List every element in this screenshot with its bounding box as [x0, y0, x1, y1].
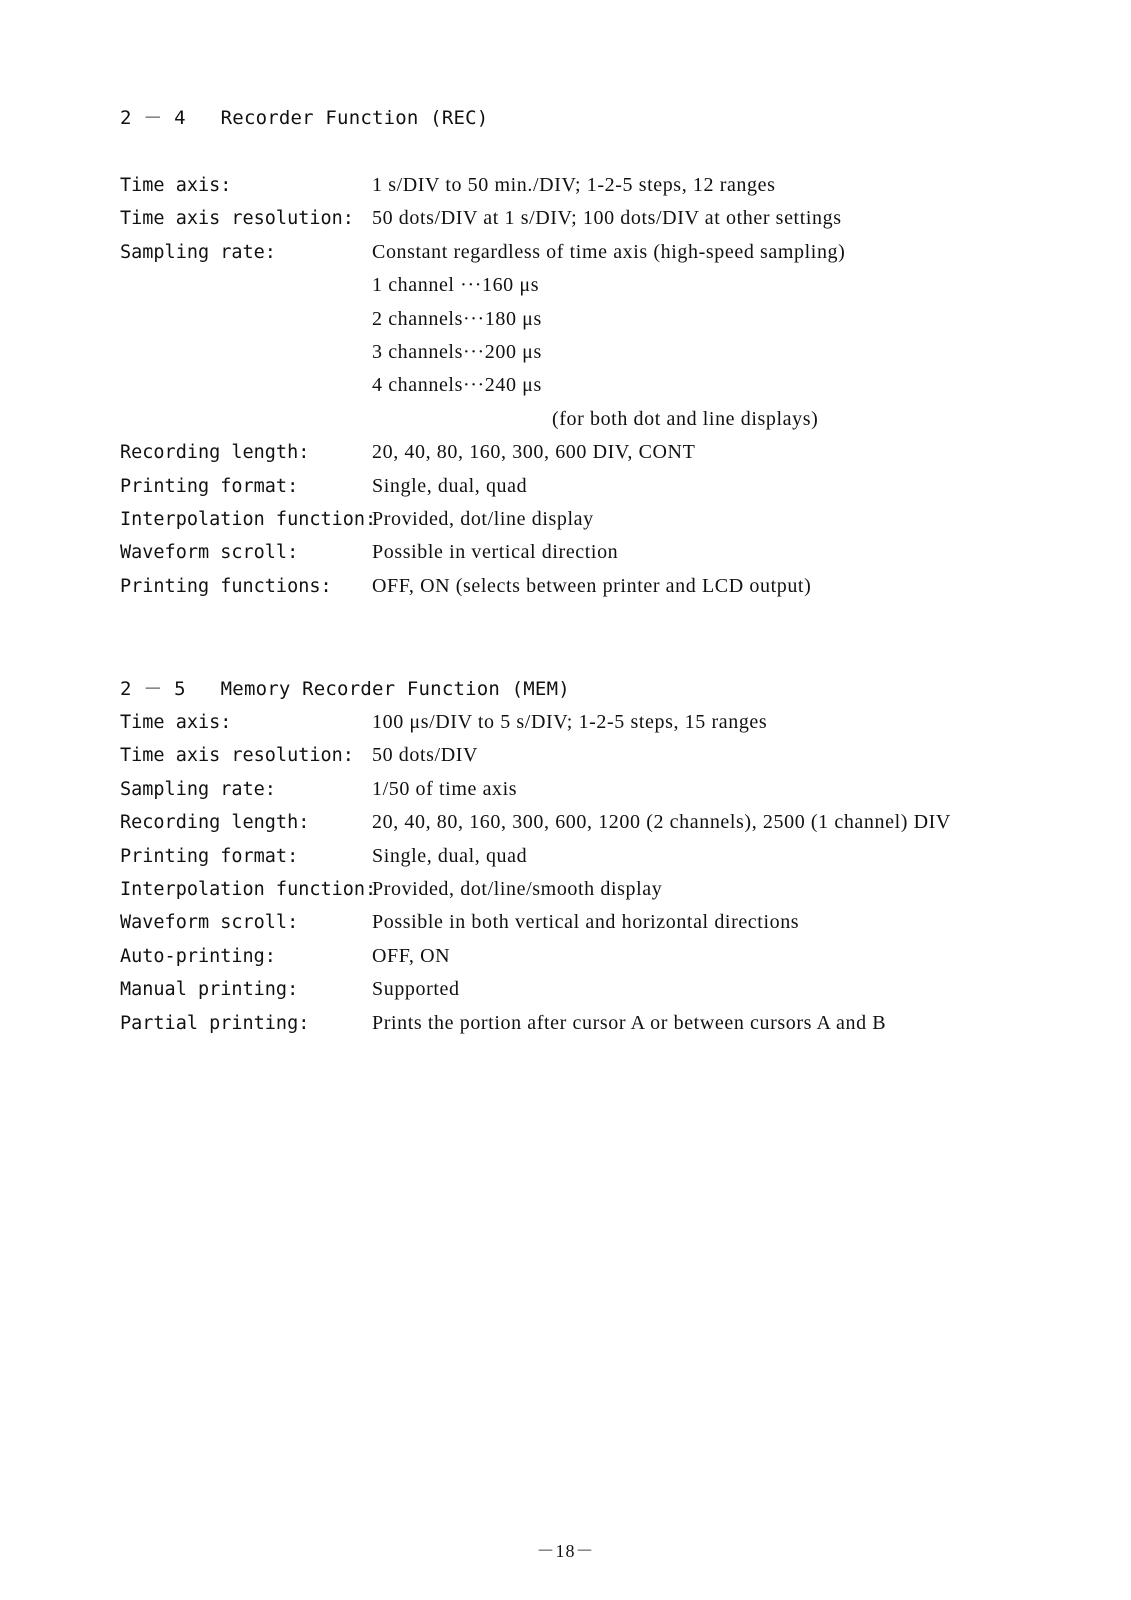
- spec-value: 4 channels···240 μs: [372, 374, 542, 397]
- spec-row: [120, 536, 1060, 569]
- spec-label: Partial printing:: [120, 1012, 310, 1034]
- page-number: －18－: [536, 1541, 595, 1561]
- spec-row: [120, 940, 1060, 973]
- section-heading: 2 － 4 Recorder Function (REC): [120, 107, 489, 129]
- section-memory-recorder-function: [120, 673, 1060, 1040]
- spec-value: Possible in vertical direction: [372, 541, 619, 564]
- spec-row: [120, 202, 1060, 235]
- spec-row: [120, 906, 1060, 939]
- spec-value: Provided, dot/line/smooth display: [372, 877, 663, 900]
- spec-value: Provided, dot/line display: [372, 507, 594, 530]
- spec-value: Single, dual, quad: [372, 474, 528, 497]
- spec-row: [120, 840, 1060, 873]
- spec-value: 1 s/DIV to 50 min./DIV; 1-2-5 steps, 12 ranges: [372, 174, 776, 196]
- spec-row: [120, 773, 1060, 806]
- spec-value: 1/50 of time axis: [372, 777, 518, 800]
- spec-value-note: (for both dot and line displays): [552, 407, 819, 430]
- spec-label: Waveform scroll:: [120, 542, 299, 564]
- spec-row: [120, 570, 1060, 603]
- spec-row: [120, 739, 1060, 772]
- spec-row: [120, 236, 1060, 269]
- spec-list: [120, 169, 1060, 603]
- spec-value: Supported: [372, 978, 460, 1001]
- spec-value: Prints the portion after cursor A or between cursors A and B: [372, 1011, 887, 1034]
- spec-row: [120, 403, 1060, 436]
- spec-row: [120, 873, 1060, 906]
- spec-label: Interpolation function:: [120, 508, 377, 530]
- spec-row: [120, 1007, 1060, 1040]
- spec-value: Single, dual, quad: [372, 844, 528, 867]
- spec-label: Recording length:: [120, 812, 310, 834]
- spec-row: [120, 336, 1060, 369]
- spec-list: [120, 706, 1060, 1040]
- spec-row: [120, 503, 1060, 536]
- spec-value: OFF, ON (selects between printer and LCD output): [372, 574, 812, 597]
- spec-label: Time axis:: [120, 175, 232, 196]
- spec-label: Sampling rate:: [120, 778, 276, 800]
- spec-label: Time axis resolution:: [120, 745, 354, 767]
- spec-row: [120, 436, 1060, 469]
- spec-label: Sampling rate:: [120, 241, 276, 263]
- spec-label: Recording length:: [120, 442, 310, 464]
- spec-value: 2 channels···180 μs: [372, 307, 542, 330]
- spec-label: Printing format:: [120, 475, 299, 497]
- section-recorder-function: [120, 102, 1060, 603]
- spec-row: [120, 303, 1060, 336]
- section-heading: 2 － 5 Memory Recorder Function (MEM): [120, 678, 570, 700]
- spec-label: Time axis resolution:: [120, 208, 354, 230]
- spec-value: Possible in both vertical and horizontal directions: [372, 911, 800, 934]
- spec-value: 3 channels···200 μs: [372, 340, 542, 363]
- spec-label: Manual printing:: [120, 979, 299, 1001]
- spec-row: [120, 806, 1060, 839]
- spec-row: [120, 470, 1060, 503]
- spec-label: Waveform scroll:: [120, 912, 299, 934]
- spec-value: 50 dots/DIV at 1 s/DIV; 100 dots/DIV at other settings: [372, 207, 842, 230]
- spec-value: 100 μs/DIV to 5 s/DIV; 1-2-5 steps, 15 ranges: [372, 711, 768, 733]
- spec-label: Printing format:: [120, 845, 299, 867]
- spec-label: Auto-printing:: [120, 945, 276, 967]
- spec-row: [120, 169, 1060, 202]
- spec-value: Constant regardless of time axis (high-speed sampling): [372, 240, 846, 263]
- spec-value: OFF, ON: [372, 944, 451, 967]
- spec-label: Interpolation function:: [120, 878, 377, 900]
- spec-value: 1 channel ···160 μs: [372, 274, 540, 297]
- spec-value: 20, 40, 80, 160, 300, 600 DIV, CONT: [372, 441, 696, 464]
- spec-row: [120, 973, 1060, 1006]
- spec-row: [120, 369, 1060, 402]
- spec-label: Printing functions:: [120, 575, 332, 597]
- spec-row: [120, 269, 1060, 302]
- spec-label: Time axis:: [120, 712, 232, 733]
- spec-value: 20, 40, 80, 160, 300, 600, 1200 (2 channels), 2500 (1 channel) DIV: [372, 811, 951, 834]
- spec-value: 50 dots/DIV: [372, 744, 479, 767]
- spec-row: [120, 706, 1060, 739]
